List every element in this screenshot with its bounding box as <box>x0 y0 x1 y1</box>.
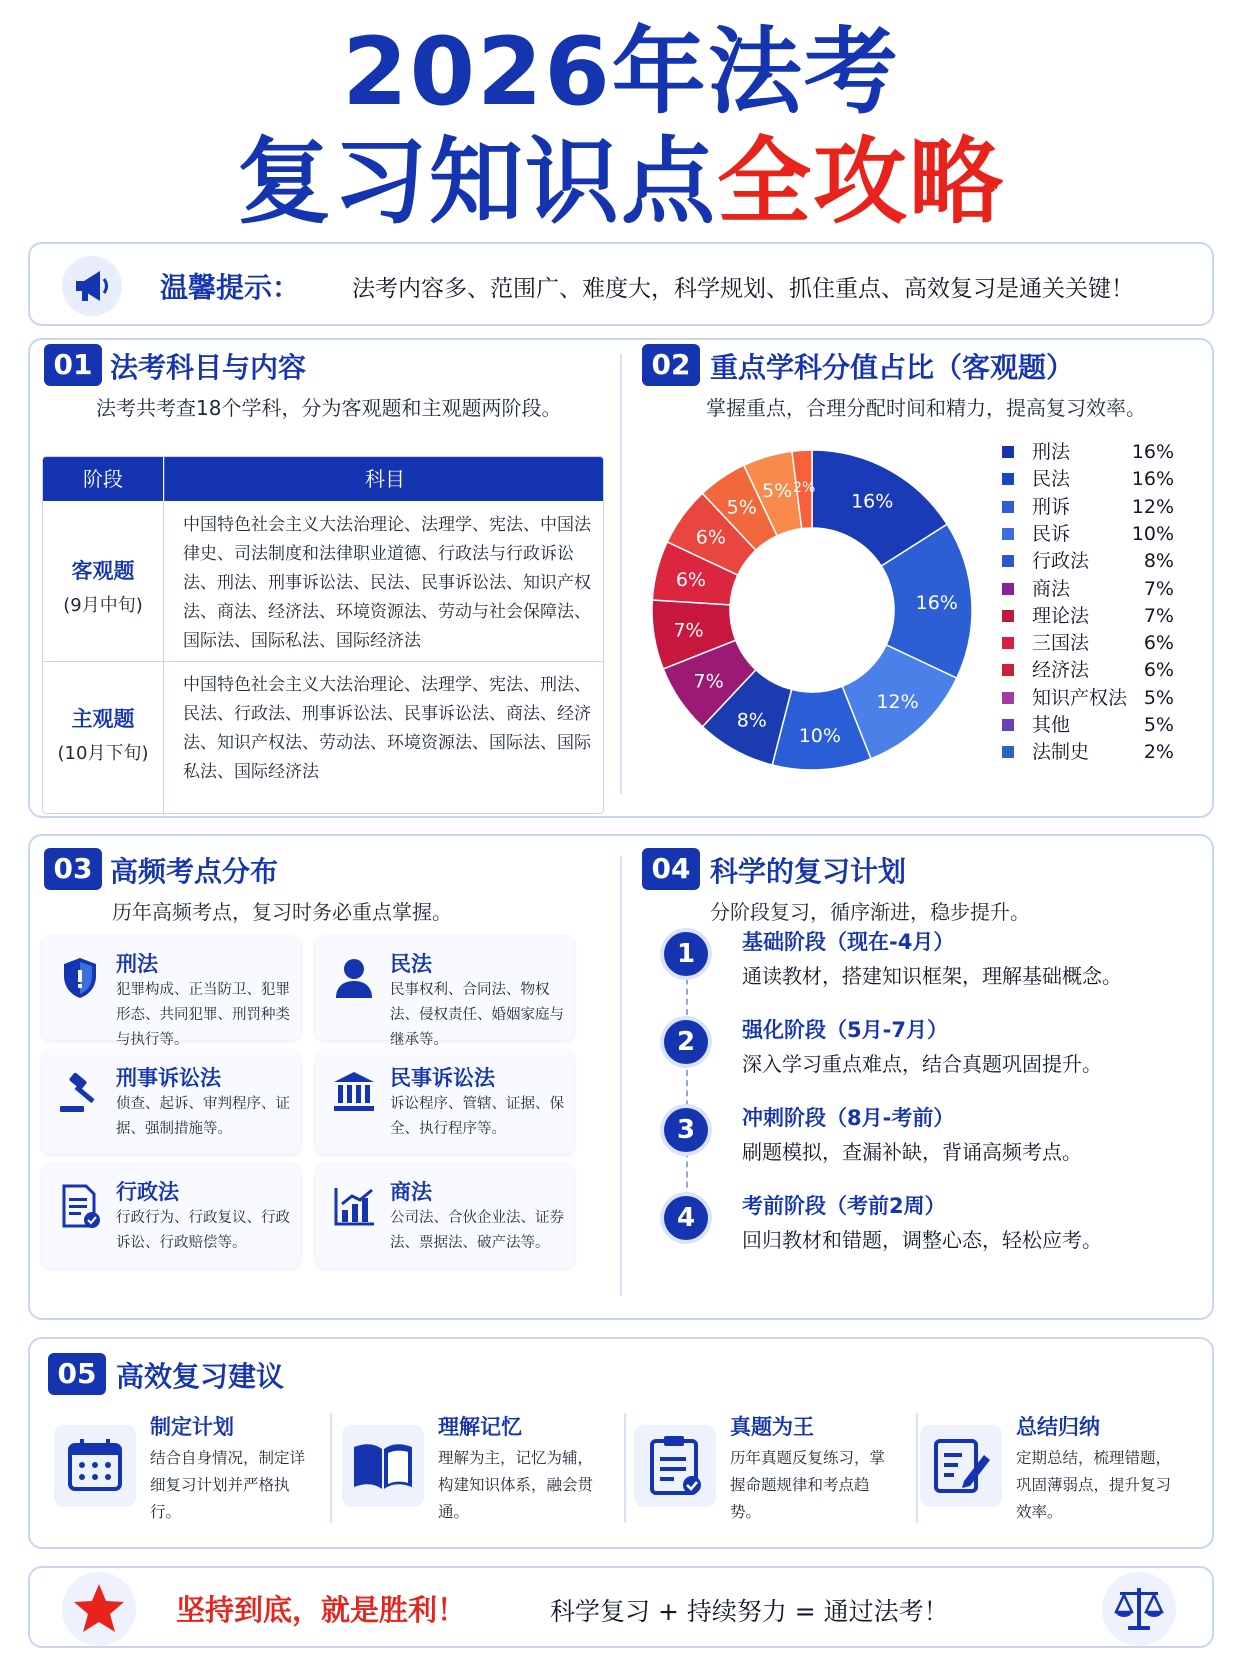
bar-chart-icon <box>330 1182 378 1230</box>
table-row-stage-subjective <box>43 703 163 765</box>
legend-value: 7% <box>1143 604 1174 627</box>
section1-title: 法考科目与内容 <box>110 351 307 384</box>
donut-label: 5% <box>762 479 793 502</box>
legend-label: 民诉 <box>1032 522 1071 545</box>
tip-card-understand <box>342 1339 612 1551</box>
footer-banner <box>28 1566 1214 1648</box>
step-number: 1 <box>664 932 708 976</box>
tip-text: 法考内容多、范围广、难度大，科学规划、抓住重点、高效复习是通关关键！ <box>352 276 1134 302</box>
legend-swatch <box>1002 610 1014 622</box>
donut-label: 6% <box>695 526 726 549</box>
step-number: 4 <box>664 1196 708 1240</box>
step-desc: 深入学习重点难点，结合真题巩固提升。 <box>742 1052 1102 1076</box>
donut-label: 5% <box>726 496 757 519</box>
tip-desc: 结合自身情况，制定详细复习计划并严格执行。 <box>150 1449 306 1521</box>
tip-lead: 温馨提示： <box>160 271 301 304</box>
table-row-subjects-subjective: 中国特色社会主义大法治理论、法理学、宪法、刑法、民法、行政法、刑事诉讼法、民事诉讼法、商法、经济法、知识产权法、劳动法、环境资源法、国际法、国际私法、国际经济法 <box>183 675 591 782</box>
legend-value: 10% <box>1131 522 1174 545</box>
legend-item <box>1002 440 1202 464</box>
clipboard-icon <box>634 1425 716 1507</box>
section-hotpoints-and-plan <box>28 834 1214 1320</box>
subjects-table <box>42 456 604 814</box>
legend-value: 16% <box>1131 441 1174 463</box>
hotpoint-card-administrative-law <box>42 1164 300 1268</box>
legend-item <box>1002 549 1202 573</box>
tip-title: 制定计划 <box>150 1415 234 1439</box>
tip-divider <box>624 1413 626 1523</box>
legend-value: 7% <box>1143 577 1174 600</box>
tip-divider <box>330 1413 332 1523</box>
step-title: 冲刺阶段（8月-考前） <box>742 1106 955 1130</box>
legend-item <box>1002 631 1202 655</box>
hotpoint-desc: 侦查、起诉、审判程序、证据、强制措施等。 <box>116 1096 290 1137</box>
tip-title: 理解记忆 <box>438 1415 522 1439</box>
tip-desc: 理解为主，记忆为辅，构建知识体系，融会贯通。 <box>438 1449 594 1521</box>
section-number-04: 04 <box>642 848 700 890</box>
legend-item <box>1002 658 1202 682</box>
footer-formula: 科学复习 + 持续努力 = 通过法考！ <box>550 1597 949 1626</box>
timeline-line <box>686 948 688 1208</box>
legend-label: 商法 <box>1032 577 1071 600</box>
tip-desc: 历年真题反复练习，掌握命题规律和考点趋势。 <box>730 1449 886 1521</box>
donut-label: 8% <box>736 709 767 732</box>
legend-item <box>1002 686 1202 710</box>
section3-subtitle: 历年高频考点，复习时务必重点掌握。 <box>112 900 452 924</box>
tip-card-plan <box>54 1339 324 1551</box>
step-title: 考前阶段（考前2周） <box>742 1194 946 1218</box>
table-divider <box>163 501 164 814</box>
section-divider <box>620 354 622 794</box>
legend-swatch <box>1002 637 1014 649</box>
hotpoint-card-criminal-law <box>42 936 300 1048</box>
open-book-icon <box>342 1425 424 1507</box>
hotpoint-title: 刑法 <box>116 952 158 976</box>
step-desc: 刷题模拟，查漏补缺，背诵高频考点。 <box>742 1140 1082 1164</box>
table-header-stage: 阶段 <box>43 457 163 501</box>
legend-swatch <box>1002 692 1014 704</box>
section2-subtitle: 掌握重点，合理分配时间和精力，提高复习效率。 <box>706 396 1146 420</box>
page-title-line2 <box>0 128 1242 238</box>
donut-label: 7% <box>673 619 704 642</box>
donut-label: 7% <box>693 670 724 693</box>
section-number-03: 03 <box>44 848 102 890</box>
legend-value: 6% <box>1143 632 1174 655</box>
section-number-02: 02 <box>642 344 700 386</box>
shield-icon <box>56 954 104 1002</box>
legend-swatch <box>1002 473 1014 485</box>
section-number-01: 01 <box>44 344 102 386</box>
section4-subtitle: 分阶段复习，循序渐进，稳步提升。 <box>710 900 1030 924</box>
legend-label: 刑诉 <box>1032 495 1071 518</box>
step-title: 强化阶段（5月-7月） <box>742 1018 948 1042</box>
tip-card-past-papers <box>634 1339 904 1551</box>
step-desc: 回归教材和错题，调整心态，轻松应考。 <box>742 1228 1102 1252</box>
legend-label: 经济法 <box>1032 659 1090 682</box>
table-row-divider <box>43 661 603 662</box>
legend-value: 5% <box>1143 714 1174 736</box>
hotpoint-card-civil-law <box>316 936 574 1048</box>
page-title-line1: 2026年法考 <box>342 18 900 127</box>
document-check-icon <box>56 1182 104 1230</box>
person-icon <box>330 954 378 1002</box>
hotpoint-card-commercial-law <box>316 1164 574 1268</box>
step-desc: 通读教材，搭建知识框架，理解基础概念。 <box>742 964 1122 988</box>
hotpoint-desc: 诉讼程序、管辖、证据、保全、执行程序等。 <box>390 1096 564 1137</box>
megaphone-icon <box>62 256 122 316</box>
star-icon <box>62 1572 136 1646</box>
legend-item <box>1002 713 1202 737</box>
section-subjects-and-chart <box>28 338 1214 818</box>
step-number: 2 <box>664 1020 708 1064</box>
footer-slogan: 坚持到底，就是胜利！ <box>176 1593 467 1627</box>
section-study-tips <box>28 1337 1214 1549</box>
legend-item <box>1002 495 1202 519</box>
step-title: 基础阶段（现在-4月） <box>742 930 955 954</box>
section3-title: 高频考点分布 <box>110 855 279 888</box>
hotpoint-card-civil-procedure <box>316 1050 574 1154</box>
edit-note-icon <box>920 1425 1002 1507</box>
stage-time: (9月中旬) <box>63 595 143 616</box>
hotpoint-desc: 公司法、合伙企业法、证券法、票据法、破产法等。 <box>390 1210 564 1251</box>
legend-label: 知识产权法 <box>1032 686 1128 709</box>
tip-title: 总结归纳 <box>1016 1415 1100 1439</box>
section5-title: 高效复习建议 <box>116 1360 285 1393</box>
tip-divider <box>916 1413 918 1523</box>
legend-value: 8% <box>1143 550 1174 573</box>
table-row-stage-objective <box>43 555 163 617</box>
hotpoint-title: 刑事诉讼法 <box>116 1066 221 1090</box>
legend-label: 民法 <box>1032 468 1071 491</box>
legend-item <box>1002 577 1202 601</box>
title-red-part: 全攻略 <box>717 128 1006 237</box>
stage-name: 客观题 <box>71 559 135 583</box>
tip-banner <box>28 242 1214 326</box>
legend-label: 刑法 <box>1032 441 1071 463</box>
table-header-subject: 科目 <box>164 457 604 501</box>
section2-title: 重点学科分值占比（客观题） <box>710 351 1075 384</box>
legend-value: 5% <box>1143 686 1174 709</box>
legend-item <box>1002 604 1202 628</box>
legend-value: 12% <box>1131 495 1174 518</box>
stage-name: 主观题 <box>71 707 135 731</box>
legend-item <box>1002 740 1202 764</box>
hotpoint-title: 民法 <box>390 952 432 976</box>
step-number: 3 <box>664 1108 708 1152</box>
courthouse-icon <box>330 1068 378 1116</box>
hotpoint-desc: 犯罪构成、正当防卫、犯罪形态、共同犯罪、刑罚种类与执行等。 <box>116 982 290 1048</box>
donut-label: 6% <box>675 568 707 591</box>
hotpoint-title: 商法 <box>390 1180 432 1204</box>
legend-swatch <box>1002 555 1014 567</box>
legend-label: 理论法 <box>1032 604 1090 627</box>
scales-icon <box>1102 1572 1176 1646</box>
legend-swatch <box>1002 746 1014 758</box>
section-divider <box>620 856 622 1296</box>
legend-value: 16% <box>1131 468 1174 491</box>
legend-swatch <box>1002 664 1014 676</box>
section1-subtitle: 法考共考查18个学科，分为客观题和主观题两阶段。 <box>96 396 562 420</box>
donut-label: 10% <box>798 724 841 747</box>
legend-value: 6% <box>1143 659 1174 682</box>
calendar-icon <box>54 1425 136 1507</box>
donut-label: 12% <box>876 691 919 714</box>
legend-label: 其他 <box>1032 714 1071 736</box>
score-share-donut-chart <box>642 440 982 780</box>
legend-label: 行政法 <box>1032 550 1090 573</box>
legend-label: 三国法 <box>1032 632 1090 655</box>
table-row-subjects-objective: 中国特色社会主义大法治理论、法理学、宪法、中国法律史、司法制度和法律职业道德、行政法与行政诉讼法、刑法、刑事诉讼法、民法、民事诉讼法、知识产权法、商法、经济法、环境资源法、劳动与社会保障法、国际法、国际私法、国际经济法 <box>183 515 591 651</box>
legend-swatch <box>1002 446 1014 458</box>
hotpoint-title: 行政法 <box>116 1180 179 1204</box>
tip-card-summarize <box>920 1339 1200 1551</box>
legend-value: 2% <box>1143 741 1174 764</box>
stage-time: (10月下旬) <box>57 743 149 764</box>
hotpoint-title: 民事诉讼法 <box>390 1066 495 1090</box>
section4-title: 科学的复习计划 <box>710 855 907 888</box>
legend-swatch <box>1002 719 1014 731</box>
section-number-05: 05 <box>48 1353 106 1395</box>
legend-item <box>1002 522 1202 546</box>
tip-title: 真题为王 <box>730 1415 814 1439</box>
tip-desc: 定期总结，梳理错题，巩固薄弱点，提升复习效率。 <box>1016 1449 1172 1521</box>
title-blue-part: 复习知识点 <box>236 128 717 237</box>
donut-label: 2% <box>793 480 816 497</box>
donut-label: 16% <box>915 592 958 615</box>
gavel-icon <box>56 1068 104 1116</box>
hotpoint-desc: 民事权利、合同法、物权法、侵权责任、婚姻家庭与继承等。 <box>390 982 564 1048</box>
legend-swatch <box>1002 501 1014 513</box>
hotpoint-card-criminal-procedure <box>42 1050 300 1154</box>
legend-label: 法制史 <box>1032 741 1090 764</box>
donut-label: 16% <box>851 490 894 513</box>
legend-item <box>1002 467 1202 491</box>
legend-swatch <box>1002 583 1014 595</box>
hotpoint-desc: 行政行为、行政复议、行政诉讼、行政赔偿等。 <box>116 1210 290 1251</box>
legend-swatch <box>1002 528 1014 540</box>
